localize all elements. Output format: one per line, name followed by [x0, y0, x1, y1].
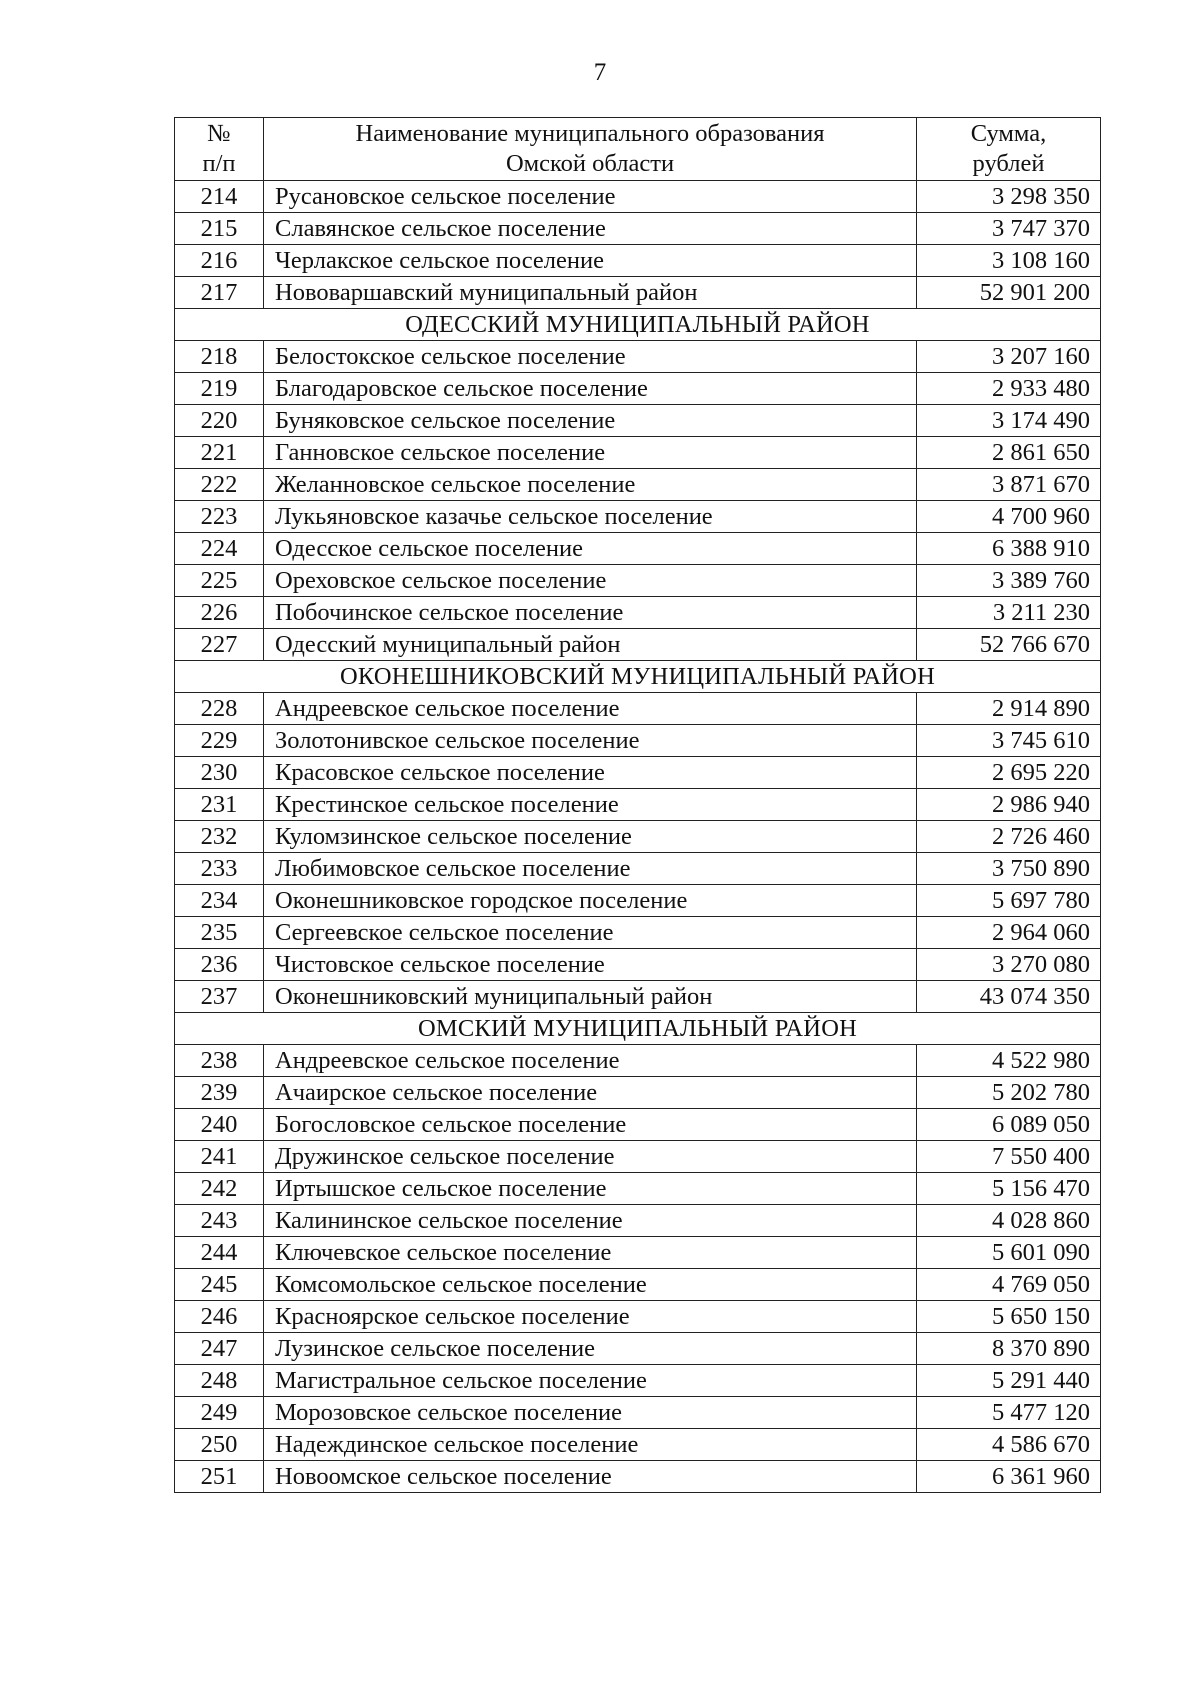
table-row [175, 1397, 1101, 1429]
row-sum: 3 270 080 [917, 949, 1101, 981]
row-name: Новоомское сельское поселение [264, 1461, 917, 1493]
row-sum: 4 586 670 [917, 1429, 1101, 1461]
table-row [175, 181, 1101, 213]
row-sum: 7 550 400 [917, 1141, 1101, 1173]
table-row [175, 693, 1101, 725]
row-name: Сергеевское сельское поселение [264, 917, 917, 949]
row-number: 246 [175, 1301, 264, 1333]
row-sum: 3 745 610 [917, 725, 1101, 757]
row-number: 240 [175, 1109, 264, 1141]
row-sum: 4 522 980 [917, 1045, 1101, 1077]
row-sum: 5 601 090 [917, 1237, 1101, 1269]
row-number: 241 [175, 1141, 264, 1173]
row-sum: 5 202 780 [917, 1077, 1101, 1109]
row-sum: 2 726 460 [917, 821, 1101, 853]
row-name: Магистральное сельское поселение [264, 1365, 917, 1397]
table-row [175, 405, 1101, 437]
row-number: 222 [175, 469, 264, 501]
table-row [175, 1237, 1101, 1269]
header-sum-line-1: Сумма, [970, 120, 1047, 147]
row-name: Надеждинское сельское поселение [264, 1429, 917, 1461]
row-number: 215 [175, 213, 264, 245]
row-name: Иртышское сельское поселение [264, 1173, 917, 1205]
section-row [175, 309, 1101, 341]
row-name: Андреевское сельское поселение [264, 1045, 917, 1077]
row-name: Белостокское сельское поселение [264, 341, 917, 373]
header-number-line-1: № [207, 120, 231, 147]
row-sum: 3 174 490 [917, 405, 1101, 437]
row-sum: 6 388 910 [917, 533, 1101, 565]
table-row [175, 917, 1101, 949]
row-number: 248 [175, 1365, 264, 1397]
row-sum: 3 750 890 [917, 853, 1101, 885]
row-name: Ключевское сельское поселение [264, 1237, 917, 1269]
row-number: 245 [175, 1269, 264, 1301]
row-sum: 5 156 470 [917, 1173, 1101, 1205]
row-sum: 5 650 150 [917, 1301, 1101, 1333]
row-number: 251 [175, 1461, 264, 1493]
table-body [175, 181, 1101, 1493]
row-sum: 2 964 060 [917, 917, 1101, 949]
row-number: 237 [175, 981, 264, 1013]
table-row [175, 1141, 1101, 1173]
row-sum: 8 370 890 [917, 1333, 1101, 1365]
row-number: 234 [175, 885, 264, 917]
row-number: 218 [175, 341, 264, 373]
table-row [175, 277, 1101, 309]
header-name-line-2: Омской области [505, 150, 675, 177]
row-number: 216 [175, 245, 264, 277]
row-name: Побочинское сельское поселение [264, 597, 917, 629]
header-name-line-1: Наименование муниципального образования [355, 120, 825, 147]
row-number: 225 [175, 565, 264, 597]
table-row [175, 565, 1101, 597]
row-name: Лузинское сельское поселение [264, 1333, 917, 1365]
row-name: Ганновское сельское поселение [264, 437, 917, 469]
row-sum: 6 361 960 [917, 1461, 1101, 1493]
row-sum: 3 108 160 [917, 245, 1101, 277]
table-row [175, 341, 1101, 373]
row-number: 227 [175, 629, 264, 661]
row-name: Куломзинское сельское поселение [264, 821, 917, 853]
row-number: 217 [175, 277, 264, 309]
row-sum: 4 700 960 [917, 501, 1101, 533]
table-row [175, 1109, 1101, 1141]
header-name [264, 118, 917, 181]
row-name: Лукьяновское казачье сельское поселение [264, 501, 917, 533]
row-sum: 3 298 350 [917, 181, 1101, 213]
row-sum: 2 914 890 [917, 693, 1101, 725]
header-number [175, 118, 264, 181]
row-number: 220 [175, 405, 264, 437]
row-sum: 3 871 670 [917, 469, 1101, 501]
header-row [175, 118, 1101, 181]
section-row [175, 661, 1101, 693]
row-sum: 4 028 860 [917, 1205, 1101, 1237]
table-row [175, 1301, 1101, 1333]
table-row [175, 1205, 1101, 1237]
table-row [175, 597, 1101, 629]
allocation-table [174, 117, 1101, 1493]
table-row [175, 1429, 1101, 1461]
row-sum: 52 766 670 [917, 629, 1101, 661]
row-name: Морозовское сельское поселение [264, 1397, 917, 1429]
table-row [175, 1365, 1101, 1397]
row-sum: 2 695 220 [917, 757, 1101, 789]
row-sum: 4 769 050 [917, 1269, 1101, 1301]
table-row [175, 949, 1101, 981]
row-number: 239 [175, 1077, 264, 1109]
row-sum: 2 986 940 [917, 789, 1101, 821]
table-row [175, 373, 1101, 405]
row-number: 238 [175, 1045, 264, 1077]
row-number: 221 [175, 437, 264, 469]
row-number: 223 [175, 501, 264, 533]
row-name: Золотонивское сельское поселение [264, 725, 917, 757]
row-name: Оконешниковский муниципальный район [264, 981, 917, 1013]
row-name: Славянское сельское поселение [264, 213, 917, 245]
row-number: 247 [175, 1333, 264, 1365]
section-title: ОДЕССКИЙ МУНИЦИПАЛЬНЫЙ РАЙОН [175, 309, 1101, 341]
table-row [175, 821, 1101, 853]
row-sum: 3 211 230 [917, 597, 1101, 629]
row-name: Буняковское сельское поселение [264, 405, 917, 437]
header-sum [917, 118, 1101, 181]
row-name: Оконешниковское городское поселение [264, 885, 917, 917]
table-row [175, 1077, 1101, 1109]
row-number: 226 [175, 597, 264, 629]
row-sum: 3 747 370 [917, 213, 1101, 245]
table-row [175, 789, 1101, 821]
section-title: ОКОНЕШНИКОВСКИЙ МУНИЦИПАЛЬНЫЙ РАЙОН [175, 661, 1101, 693]
row-name: Одесский муниципальный район [264, 629, 917, 661]
row-number: 244 [175, 1237, 264, 1269]
row-number: 236 [175, 949, 264, 981]
row-number: 233 [175, 853, 264, 885]
row-number: 219 [175, 373, 264, 405]
row-name: Русановское сельское поселение [264, 181, 917, 213]
row-number: 250 [175, 1429, 264, 1461]
table-row [175, 981, 1101, 1013]
row-name: Крестинское сельское поселение [264, 789, 917, 821]
row-sum: 6 089 050 [917, 1109, 1101, 1141]
row-number: 235 [175, 917, 264, 949]
row-name: Желанновское сельское поселение [264, 469, 917, 501]
row-number: 242 [175, 1173, 264, 1205]
row-sum: 2 933 480 [917, 373, 1101, 405]
row-name: Чистовское сельское поселение [264, 949, 917, 981]
header-number-line-2: п/п [202, 150, 236, 177]
row-sum: 5 697 780 [917, 885, 1101, 917]
row-name: Ореховское сельское поселение [264, 565, 917, 597]
row-number: 230 [175, 757, 264, 789]
section-row [175, 1013, 1101, 1045]
row-sum: 3 389 760 [917, 565, 1101, 597]
row-number: 228 [175, 693, 264, 725]
table-row [175, 885, 1101, 917]
row-number: 232 [175, 821, 264, 853]
table-row [175, 245, 1101, 277]
table-row [175, 533, 1101, 565]
row-name: Ачаирское сельское поселение [264, 1077, 917, 1109]
table-row [175, 437, 1101, 469]
row-sum: 2 861 650 [917, 437, 1101, 469]
table-row [175, 1269, 1101, 1301]
row-number: 229 [175, 725, 264, 757]
table-row [175, 853, 1101, 885]
table-row [175, 1045, 1101, 1077]
row-number: 249 [175, 1397, 264, 1429]
row-name: Благодаровское сельское поселение [264, 373, 917, 405]
row-number: 243 [175, 1205, 264, 1237]
table-row [175, 757, 1101, 789]
table-row [175, 1173, 1101, 1205]
table-row [175, 725, 1101, 757]
row-name: Андреевское сельское поселение [264, 693, 917, 725]
row-name: Красовское сельское поселение [264, 757, 917, 789]
row-name: Любимовское сельское поселение [264, 853, 917, 885]
row-name: Калининское сельское поселение [264, 1205, 917, 1237]
row-name: Нововаршавский муниципальный район [264, 277, 917, 309]
table-row [175, 469, 1101, 501]
header-sum-line-2: рублей [972, 150, 1045, 177]
row-name: Богословское сельское поселение [264, 1109, 917, 1141]
row-sum: 5 291 440 [917, 1365, 1101, 1397]
section-title: ОМСКИЙ МУНИЦИПАЛЬНЫЙ РАЙОН [175, 1013, 1101, 1045]
table-row [175, 501, 1101, 533]
page-number: 7 [593, 59, 607, 86]
table-row [175, 629, 1101, 661]
row-name: Дружинское сельское поселение [264, 1141, 917, 1173]
row-sum: 5 477 120 [917, 1397, 1101, 1429]
row-number: 224 [175, 533, 264, 565]
row-name: Черлакское сельское поселение [264, 245, 917, 277]
table-row [175, 1461, 1101, 1493]
table-row [175, 1333, 1101, 1365]
row-name: Красноярское сельское поселение [264, 1301, 917, 1333]
row-sum: 52 901 200 [917, 277, 1101, 309]
row-name: Одесское сельское поселение [264, 533, 917, 565]
row-number: 231 [175, 789, 264, 821]
row-name: Комсомольское сельское поселение [264, 1269, 917, 1301]
row-number: 214 [175, 181, 264, 213]
table-row [175, 213, 1101, 245]
row-sum: 43 074 350 [917, 981, 1101, 1013]
row-sum: 3 207 160 [917, 341, 1101, 373]
table-header [175, 118, 1101, 181]
